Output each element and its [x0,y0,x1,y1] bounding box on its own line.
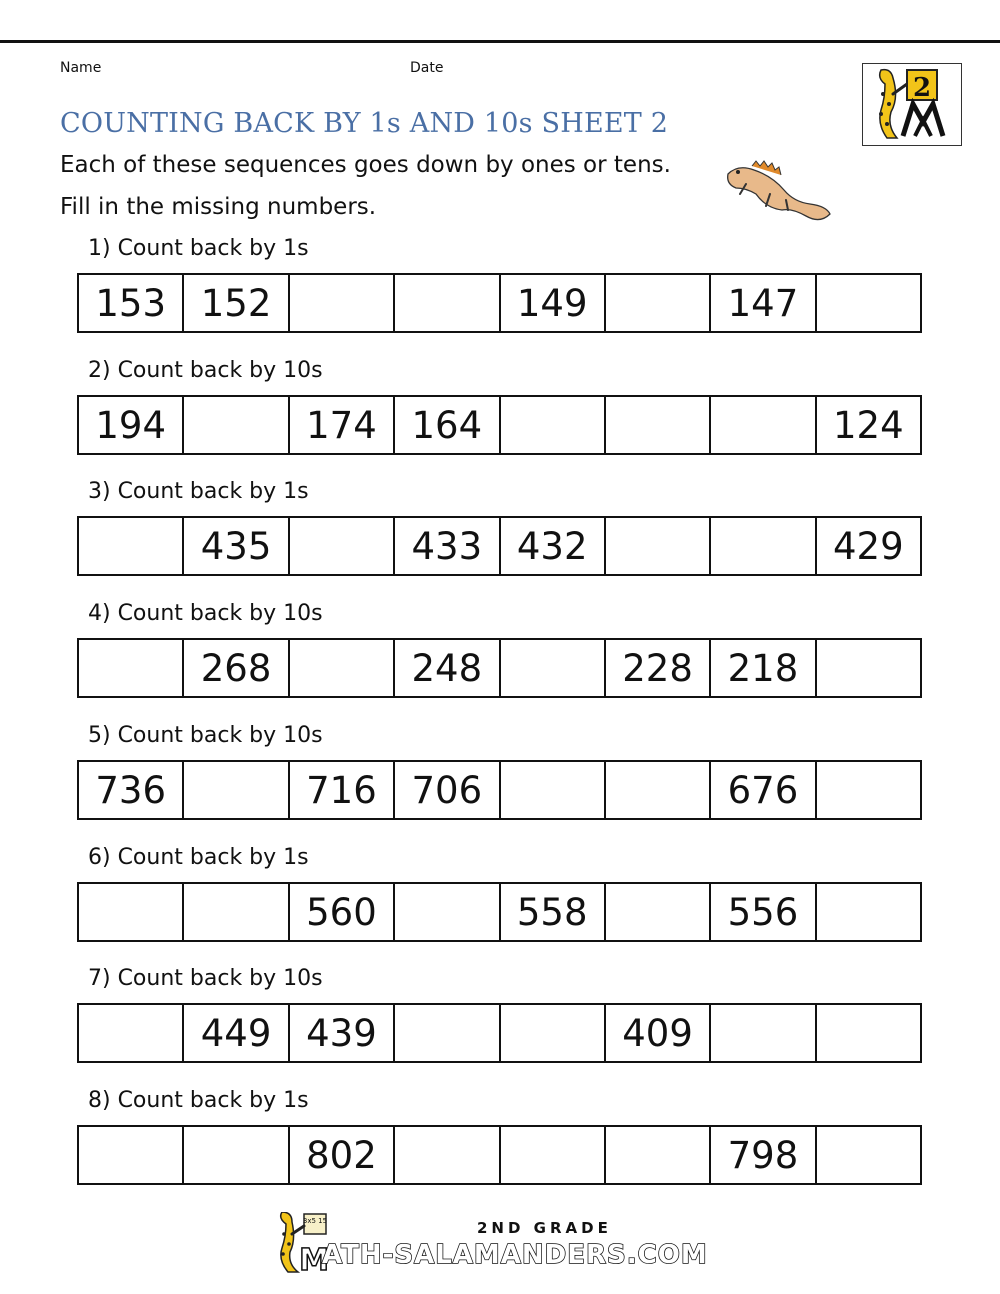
sequence-number-cell: 433 [393,518,498,574]
blank-answer-cell[interactable] [182,884,287,940]
sequence-number-cell: 558 [499,884,604,940]
name-label: Name [60,60,102,76]
blank-answer-cell[interactable] [499,1005,604,1061]
sequence-number-cell: 798 [709,1127,814,1183]
sequence-number-cell: 248 [393,640,498,696]
question-label: 4) Count back by 10s [88,601,323,626]
sequence-row [77,638,922,698]
blank-answer-cell[interactable] [393,1127,498,1183]
blank-answer-cell[interactable] [393,275,498,331]
sequence-row [77,273,922,333]
footer-grade-text: 2ND GRADE [477,1219,612,1237]
question-label: 1) Count back by 1s [88,236,309,261]
blank-answer-cell[interactable] [815,1127,920,1183]
blank-answer-cell[interactable] [815,762,920,818]
blank-answer-cell[interactable] [499,640,604,696]
sequence-number-cell: 228 [604,640,709,696]
sequence-number-cell: 194 [95,403,166,447]
sequence-number-cell: 429 [815,518,920,574]
newt-illustration [722,152,832,236]
footer-salamander-icon [270,1212,330,1278]
blank-answer-cell[interactable] [288,518,393,574]
sequence-number-cell: 556 [709,884,814,940]
blank-answer-cell[interactable] [393,884,498,940]
sequence-number-cell: 435 [182,518,287,574]
sequence-number-cell: 124 [815,397,920,453]
sequence-row [77,1125,922,1185]
sequence-number-cell: 152 [182,275,287,331]
footer-board-text: 3x5 15 [302,1217,328,1225]
blank-answer-cell[interactable] [288,275,393,331]
blank-answer-cell[interactable] [79,1127,182,1183]
blank-answer-cell[interactable] [182,397,287,453]
blank-answer-cell[interactable] [604,397,709,453]
sequence-row [77,1003,922,1063]
blank-answer-cell[interactable] [815,1005,920,1061]
blank-answer-cell[interactable] [604,518,709,574]
grade-number: 2 [912,73,932,103]
blank-answer-cell[interactable] [182,762,287,818]
footer-brand-initial: M [299,1243,329,1274]
blank-answer-cell[interactable] [79,640,182,696]
blank-answer-cell[interactable] [709,1005,814,1061]
question-label: 6) Count back by 1s [88,845,309,870]
blank-answer-cell[interactable] [499,397,604,453]
blank-answer-cell[interactable] [815,275,920,331]
top-rule [0,40,1000,43]
blank-answer-cell[interactable] [393,1005,498,1061]
question-label: 8) Count back by 1s [88,1088,309,1113]
sequence-row [77,760,922,820]
page-title: COUNTING BACK BY 1s AND 10s SHEET 2 [60,108,669,139]
sequence-row [77,395,922,455]
sequence-number-cell: 560 [288,884,393,940]
sequence-row [77,516,922,576]
blank-answer-cell[interactable] [709,397,814,453]
sequence-number-cell: 149 [499,275,604,331]
sequence-number-cell: 449 [182,1005,287,1061]
sequence-number-cell: 164 [393,397,498,453]
sequence-number-cell: 218 [709,640,814,696]
blank-answer-cell[interactable] [815,640,920,696]
date-label: Date [410,60,444,76]
question-label: 5) Count back by 10s [88,723,323,748]
blank-answer-cell[interactable] [604,275,709,331]
sequence-number-cell: 268 [182,640,287,696]
blank-answer-cell[interactable] [499,1127,604,1183]
blank-answer-cell[interactable] [709,518,814,574]
sequence-row [77,882,922,942]
sequence-number-cell: 147 [709,275,814,331]
grade-logo [862,63,962,146]
sequence-number-cell: 439 [288,1005,393,1061]
blank-answer-cell[interactable] [288,640,393,696]
sequence-number-cell: 174 [288,397,393,453]
sequence-number-cell: 736 [95,768,166,812]
sequence-number-cell: 706 [393,762,498,818]
sequence-number-cell: 153 [95,281,166,325]
question-label: 7) Count back by 10s [88,966,323,991]
sequence-number-cell: 802 [288,1127,393,1183]
question-label: 2) Count back by 10s [88,358,323,383]
instructions-line-2: Fill in the missing numbers. [60,194,377,220]
question-label: 3) Count back by 1s [88,479,309,504]
blank-answer-cell[interactable] [604,1127,709,1183]
blank-answer-cell[interactable] [815,884,920,940]
blank-answer-cell[interactable] [604,762,709,818]
blank-answer-cell[interactable] [79,1005,182,1061]
sequence-number-cell: 409 [604,1005,709,1061]
blank-answer-cell[interactable] [79,884,182,940]
footer-brand-text: ATH-SALAMANDERS.COM [322,1240,708,1270]
instructions-line-1: Each of these sequences goes down by ones or tens. [60,152,671,178]
blank-answer-cell[interactable] [79,518,182,574]
blank-answer-cell[interactable] [499,762,604,818]
sequence-number-cell: 676 [709,762,814,818]
sequence-number-cell: 716 [288,762,393,818]
blank-answer-cell[interactable] [182,1127,287,1183]
sequence-number-cell: 432 [499,518,604,574]
blank-answer-cell[interactable] [604,884,709,940]
